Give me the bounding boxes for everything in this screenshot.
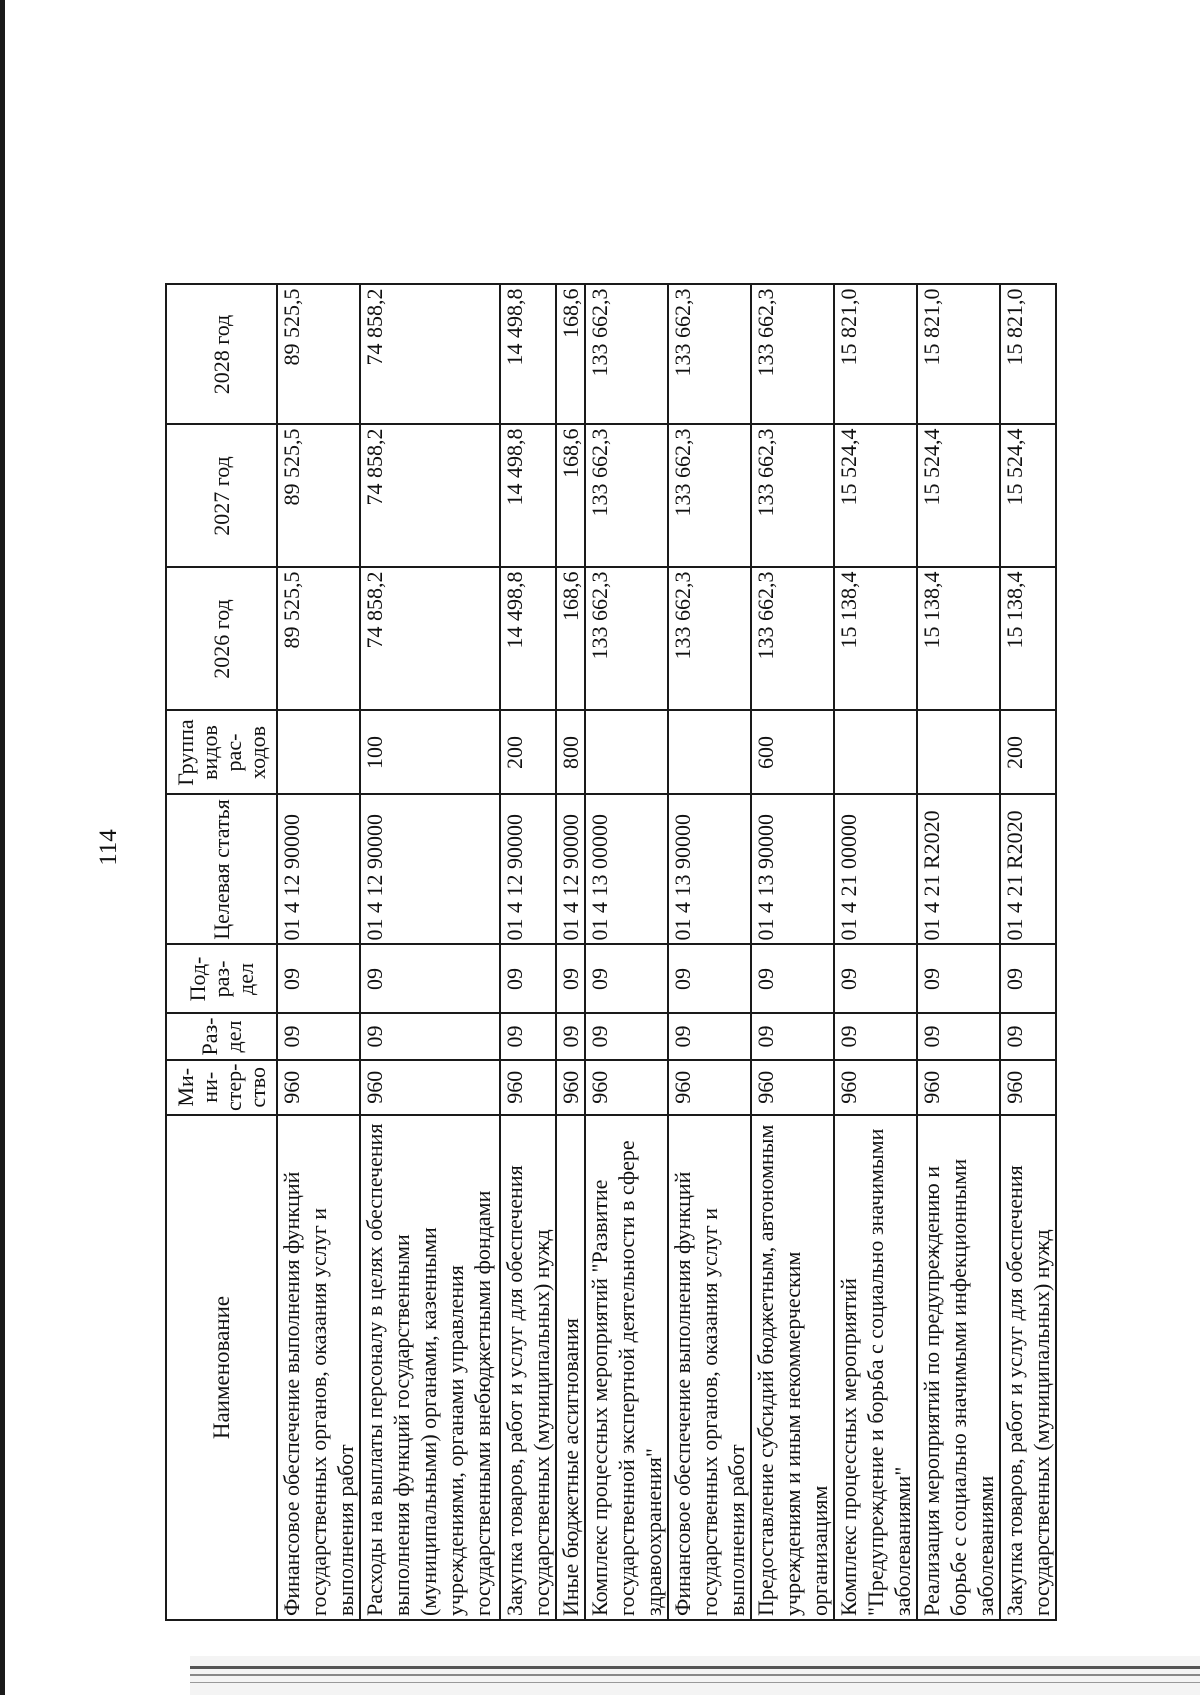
table-row [917,285,1000,1621]
cell-expense-group: 200 [1000,711,1056,795]
cell-2028: 15 821,0 [1000,285,1056,425]
cell-2027: 89 525,5 [277,425,360,568]
cell-subsection: 09 [668,945,751,1014]
cell-2026: 15 138,4 [1000,568,1056,711]
cell-2027: 133 662,3 [751,425,834,568]
cell-2028: 89 525,5 [277,285,360,425]
cell-2028: 15 821,0 [834,285,917,425]
cell-section: 09 [500,1014,556,1060]
table-row [834,285,917,1621]
cell-2028: 15 821,0 [917,285,1000,425]
cell-target-article: 01 4 21 R2020 [917,795,1000,945]
cell-2027: 168,6 [556,425,585,568]
table-row [1000,285,1056,1621]
cell-section: 09 [668,1014,751,1060]
cell-2028: 133 662,3 [668,285,751,425]
cell-expense-group: 100 [360,711,500,795]
cell-2026: 15 138,4 [834,568,917,711]
header-name: Наименование [166,1115,277,1620]
cell-2028: 133 662,3 [585,285,668,425]
budget-table [165,284,1057,1622]
table-row [585,285,668,1621]
table-header-row [166,285,277,1621]
table-row [500,285,556,1621]
table-row [556,285,585,1621]
cell-expense-group [917,711,1000,795]
cell-name: Реализация мероприятий по предупреждению и борьбе с социально значимыми инфекционными заболеваниями [917,1115,1000,1620]
cell-2026: 168,6 [556,568,585,711]
cell-target-article: 01 4 13 90000 [668,795,751,945]
cell-2027: 15 524,4 [917,425,1000,568]
cell-ministry: 960 [360,1060,500,1115]
cell-ministry: 960 [751,1060,834,1115]
cell-section: 09 [751,1014,834,1060]
cell-section: 09 [556,1014,585,1060]
cell-2026: 133 662,3 [751,568,834,711]
cell-section: 09 [277,1014,360,1060]
cell-expense-group [668,711,751,795]
cell-target-article: 01 4 12 90000 [360,795,500,945]
cell-section: 09 [360,1014,500,1060]
cell-name: Иные бюджетные ассигнования [556,1115,585,1620]
cell-ministry: 960 [1000,1060,1056,1115]
cell-ministry: 960 [277,1060,360,1115]
cell-2028: 74 858,2 [360,285,500,425]
cell-expense-group: 200 [500,711,556,795]
header-ministry: Ми-ни-стер-ство [166,1060,277,1115]
cell-2026: 15 138,4 [917,568,1000,711]
cell-2026: 133 662,3 [668,568,751,711]
cell-2026: 89 525,5 [277,568,360,711]
cell-2028: 133 662,3 [751,285,834,425]
cell-expense-group: 800 [556,711,585,795]
table-row [360,285,500,1621]
cell-subsection: 09 [500,945,556,1014]
cell-2027: 133 662,3 [585,425,668,568]
cell-2026: 14 498,8 [500,568,556,711]
cell-expense-group [277,711,360,795]
header-year-2027: 2027 год [166,425,277,568]
cell-subsection: 09 [751,945,834,1014]
cell-ministry: 960 [668,1060,751,1115]
cell-ministry: 960 [834,1060,917,1115]
cell-subsection: 09 [556,945,585,1014]
cell-2028: 14 498,8 [500,285,556,425]
cell-section: 09 [834,1014,917,1060]
cell-2027: 133 662,3 [668,425,751,568]
cell-name: Финансовое обеспечение выполнения функций государственных органов, оказания услуг и выполнения работ [277,1115,360,1620]
cell-section: 09 [585,1014,668,1060]
cell-2027: 15 524,4 [1000,425,1056,568]
header-year-2028: 2028 год [166,285,277,425]
cell-ministry: 960 [500,1060,556,1115]
cell-name: Комплекс процессных мероприятий "Развитие государственной экспертной деятельности в сфере здравоохранения" [585,1115,668,1620]
cell-2028: 168,6 [556,285,585,425]
cell-2027: 15 524,4 [834,425,917,568]
cell-name: Закупка товаров, работ и услуг для обеспечения государственных (муниципальных) нужд [500,1115,556,1620]
cell-target-article: 01 4 12 90000 [277,795,360,945]
cell-target-article: 01 4 21 R2020 [1000,795,1056,945]
cell-name: Закупка товаров, работ и услуг для обеспечения государственных (муниципальных) нужд [1000,1115,1056,1620]
cell-subsection: 09 [277,945,360,1014]
cell-ministry: 960 [556,1060,585,1115]
cell-name: Предоставление субсидий бюджетным, автономным учреждениям и иным некоммерческим организациям [751,1115,834,1620]
cell-2026: 133 662,3 [585,568,668,711]
cell-name: Комплекс процессных мероприятий "Предупреждение и борьба с социально значимыми заболеваниями" [834,1115,917,1620]
cell-2027: 14 498,8 [500,425,556,568]
cell-target-article: 01 4 13 90000 [751,795,834,945]
cell-ministry: 960 [585,1060,668,1115]
cell-2027: 74 858,2 [360,425,500,568]
cell-expense-group [834,711,917,795]
cell-section: 09 [1000,1014,1056,1060]
header-target-article: Целевая статья [166,795,277,945]
cell-subsection: 09 [360,945,500,1014]
cell-2026: 74 858,2 [360,568,500,711]
cell-subsection: 09 [1000,945,1056,1014]
cell-target-article: 01 4 13 00000 [585,795,668,945]
cell-section: 09 [917,1014,1000,1060]
table-row [751,285,834,1621]
cell-expense-group: 600 [751,711,834,795]
header-section: Раз-дел [166,1014,277,1060]
cell-target-article: 01 4 12 90000 [556,795,585,945]
page-number: 114 [95,829,122,866]
table-row [668,285,751,1621]
cell-target-article: 01 4 21 00000 [834,795,917,945]
header-year-2026: 2026 год [166,568,277,711]
cell-name: Финансовое обеспечение выполнения функций государственных органов, оказания услуг и выполнения работ [668,1115,751,1620]
cell-ministry: 960 [917,1060,1000,1115]
cell-name: Расходы на выплаты персоналу в целях обеспечения выполнения функций государственными (муниципальными) органами, казенными учреждениями, органами управления государственными внебюджетными фондами [360,1115,500,1620]
cell-target-article: 01 4 12 90000 [500,795,556,945]
header-expense-group: Группа видов рас-ходов [166,711,277,795]
header-subsection: Под-раз-дел [166,945,277,1014]
cell-expense-group [585,711,668,795]
cell-subsection: 09 [585,945,668,1014]
table-row [277,285,360,1621]
cell-subsection: 09 [834,945,917,1014]
cell-subsection: 09 [917,945,1000,1014]
